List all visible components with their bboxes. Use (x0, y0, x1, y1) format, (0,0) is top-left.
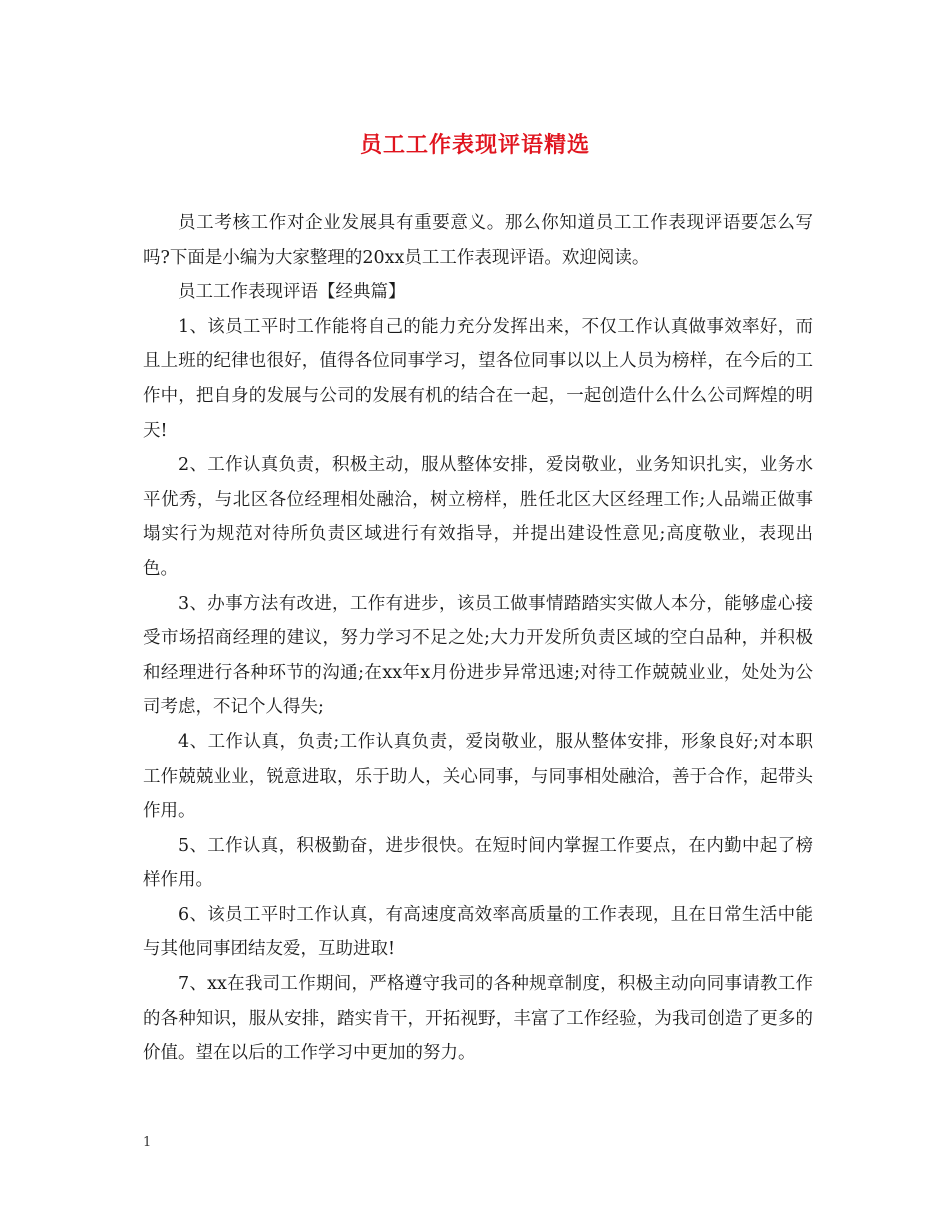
comment-item-2: 2、工作认真负责，积极主动，服从整体安排，爱岗敬业，业务知识扎实，业务水平优秀，与北区各位经理相处融洽，树立榜样，胜任北区大区经理工作;人品端正做事塌实行为规范对待所负责区域进行有效指导，并提出建设性意见;高度敬业，表现出色。 (143, 455, 813, 579)
comment-item-1: 1、该员工平时工作能将自己的能力充分发挥出来，不仅工作认真做事效率好，而且上班的纪律也很好，值得各位同事学习，望各位同事以以上人员为榜样，在今后的工作中，把自身的发展与公司的发展有机的结合在一起，一起创造什么什么公司辉煌的明天! (143, 316, 813, 441)
page-number: 1 (143, 1135, 152, 1150)
comment-item-6: 6、该员工平时工作认真，有高速度高效率高质量的工作表现，且在日常生活中能与其他同事团结友爱，互助进取! (143, 904, 813, 960)
comment-item-7: 7、xx在我司工作期间，严格遵守我司的各种规章制度，积极主动向同事请教工作的各种知识，服从安排，踏实肯干，开拓视野，丰富了工作经验，为我司创造了更多的价值。望在以后的工作学习中更加的努力。 (143, 974, 813, 1064)
comment-item-5: 5、工作认真，积极勤奋，进步很快。在短时间内掌握工作要点，在内勤中起了榜样作用。 (143, 835, 813, 891)
comment-item-4: 4、工作认真，负责;工作认真负责，爱岗敬业，服从整体安排，形象良好;对本职工作兢兢业业，锐意进取，乐于助人，关心同事，与同事相处融洽，善于合作，起带头作用。 (143, 731, 813, 822)
document-body (143, 206, 813, 1071)
section-heading: 员工工作表现评语【经典篇】 (178, 282, 406, 303)
intro-paragraph: 员工考核工作对企业发展具有重要意义。那么你知道员工工作表现评语要怎么写吗?下面是小编为大家整理的20xx员工工作表现评语。欢迎阅读。 (143, 213, 813, 268)
document-title: 员工工作表现评语精选 (359, 132, 590, 158)
comment-item-3: 3、办事方法有改进，工作有进步，该员工做事情踏踏实实做人本分，能够虚心接受市场招商经理的建议，努力学习不足之处;大力开发所负责区域的空白品种，并积极和经理进行各种环节的沟通;在xx年x月份进步异常迅速;对待工作兢兢业业，处处为公司考虑，不记个人得失; (143, 593, 813, 718)
